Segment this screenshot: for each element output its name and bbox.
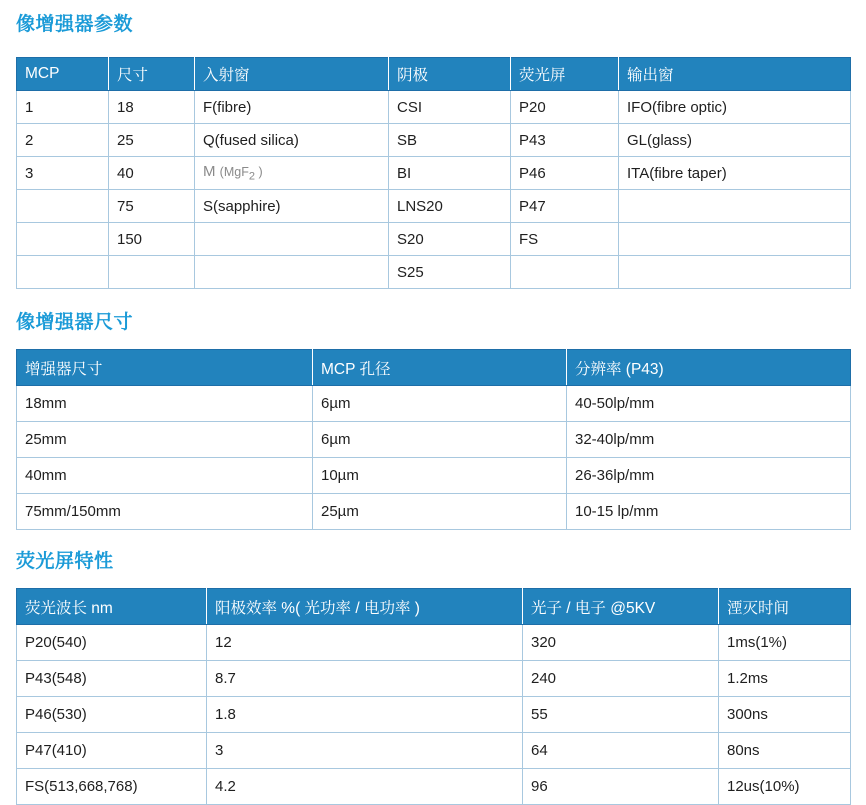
cell-input-window [195,256,389,289]
cell-phosphor-screen [511,256,619,289]
column-header-phosphor-wavelength: 荧光波长 nm [17,589,207,625]
cell-phosphor-wavelength: P43(548) [17,661,207,697]
table-row [17,190,851,223]
cell-input-window: M (MgF2 ) [195,157,389,190]
cell-phosphor-wavelength: P47(410) [17,733,207,769]
cell-resolution: 40-50lp/mm [567,386,851,422]
table-header-row [17,58,851,91]
cell-decay-time: 80ns [719,733,851,769]
cell-input-window: S(sapphire) [195,190,389,223]
column-header-size: 尺寸 [109,58,195,91]
cell-photocathode: SB [389,124,511,157]
cell-photons-per-electron: 96 [523,769,719,805]
cell-anode-efficiency: 4.2 [207,769,523,805]
phosphor-screen-characteristics-table [16,588,851,805]
cell-decay-time: 1.2ms [719,661,851,697]
image-intensifier-parameters-table [16,57,851,289]
cell-intensifier-size: 18mm [17,386,313,422]
cell-photocathode: S25 [389,256,511,289]
cell-photons-per-electron: 320 [523,625,719,661]
column-header-resolution: 分辨率 (P43) [567,350,851,386]
cell-intensifier-size: 40mm [17,458,313,494]
cell-anode-efficiency: 1.8 [207,697,523,733]
cell-mcp-pore-size: 10µm [313,458,567,494]
cell-output-window: GL(glass) [619,124,851,157]
cell-output-window [619,190,851,223]
cell-size [109,256,195,289]
table-row [17,733,851,769]
cell-mcp [17,223,109,256]
cell-phosphor-wavelength: P46(530) [17,697,207,733]
cell-phosphor-wavelength: FS(513,668,768) [17,769,207,805]
cell-input-window: F(fibre) [195,91,389,124]
cell-resolution: 32-40lp/mm [567,422,851,458]
cell-resolution: 26-36lp/mm [567,458,851,494]
cell-output-window [619,223,851,256]
table-row [17,494,851,530]
cell-mcp: 3 [17,157,109,190]
cell-output-window: IFO(fibre optic) [619,91,851,124]
cell-phosphor-screen: FS [511,223,619,256]
cell-size: 150 [109,223,195,256]
table-row [17,458,851,494]
cell-mcp [17,190,109,223]
column-header-phosphor-screen: 荧光屏 [511,58,619,91]
column-header-photons-per-electron: 光子 / 电子 @5KV [523,589,719,625]
cell-output-window [619,256,851,289]
cell-photocathode: BI [389,157,511,190]
cell-anode-efficiency: 12 [207,625,523,661]
cell-phosphor-screen: P46 [511,157,619,190]
cell-mcp-pore-size: 6µm [313,422,567,458]
cell-size: 25 [109,124,195,157]
cell-phosphor-screen: P47 [511,190,619,223]
table-header-row [17,589,851,625]
cell-size: 18 [109,91,195,124]
cell-phosphor-wavelength: P20(540) [17,625,207,661]
cell-decay-time: 1ms(1%) [719,625,851,661]
cell-photocathode: CSI [389,91,511,124]
cell-photons-per-electron: 55 [523,697,719,733]
table-row [17,91,851,124]
table-row [17,157,851,190]
cell-photocathode: S20 [389,223,511,256]
section-title-image-intensifier-parameters: 像增强器参数 [16,14,134,35]
cell-mcp: 2 [17,124,109,157]
table-row [17,661,851,697]
column-header-decay-time: 湮灭时间 [719,589,851,625]
column-header-mcp: MCP [17,58,109,91]
cell-intensifier-size: 25mm [17,422,313,458]
table-row [17,386,851,422]
column-header-output-window: 输出窗 [619,58,851,91]
column-header-photocathode: 阴极 [389,58,511,91]
cell-photocathode: LNS20 [389,190,511,223]
cell-anode-efficiency: 3 [207,733,523,769]
cell-input-window: Q(fused silica) [195,124,389,157]
column-header-intensifier-size: 增强器尺寸 [17,350,313,386]
section-title-image-intensifier-sizes: 像增强器尺寸 [16,312,134,333]
table-row [17,256,851,289]
cell-size: 75 [109,190,195,223]
table-row [17,223,851,256]
image-intensifier-sizes-table [16,349,851,530]
table-row [17,124,851,157]
cell-size: 40 [109,157,195,190]
section-title-phosphor-screen-characteristics: 荧光屏特性 [16,551,114,572]
cell-input-window [195,223,389,256]
table-header-row [17,350,851,386]
table-row [17,697,851,733]
cell-mcp-pore-size: 25µm [313,494,567,530]
column-header-input-window: 入射窗 [195,58,389,91]
cell-mcp: 1 [17,91,109,124]
column-header-anode-efficiency: 阳极效率 %( 光功率 / 电功率 ) [207,589,523,625]
table-row [17,625,851,661]
column-header-mcp-pore-size: MCP 孔径 [313,350,567,386]
cell-intensifier-size: 75mm/150mm [17,494,313,530]
cell-mcp [17,256,109,289]
cell-photons-per-electron: 240 [523,661,719,697]
table-row [17,769,851,805]
cell-decay-time: 12us(10%) [719,769,851,805]
table-row [17,422,851,458]
cell-photons-per-electron: 64 [523,733,719,769]
cell-mcp-pore-size: 6µm [313,386,567,422]
cell-output-window: ITA(fibre taper) [619,157,851,190]
cell-phosphor-screen: P20 [511,91,619,124]
cell-phosphor-screen: P43 [511,124,619,157]
cell-decay-time: 300ns [719,697,851,733]
cell-resolution: 10-15 lp/mm [567,494,851,530]
cell-anode-efficiency: 8.7 [207,661,523,697]
